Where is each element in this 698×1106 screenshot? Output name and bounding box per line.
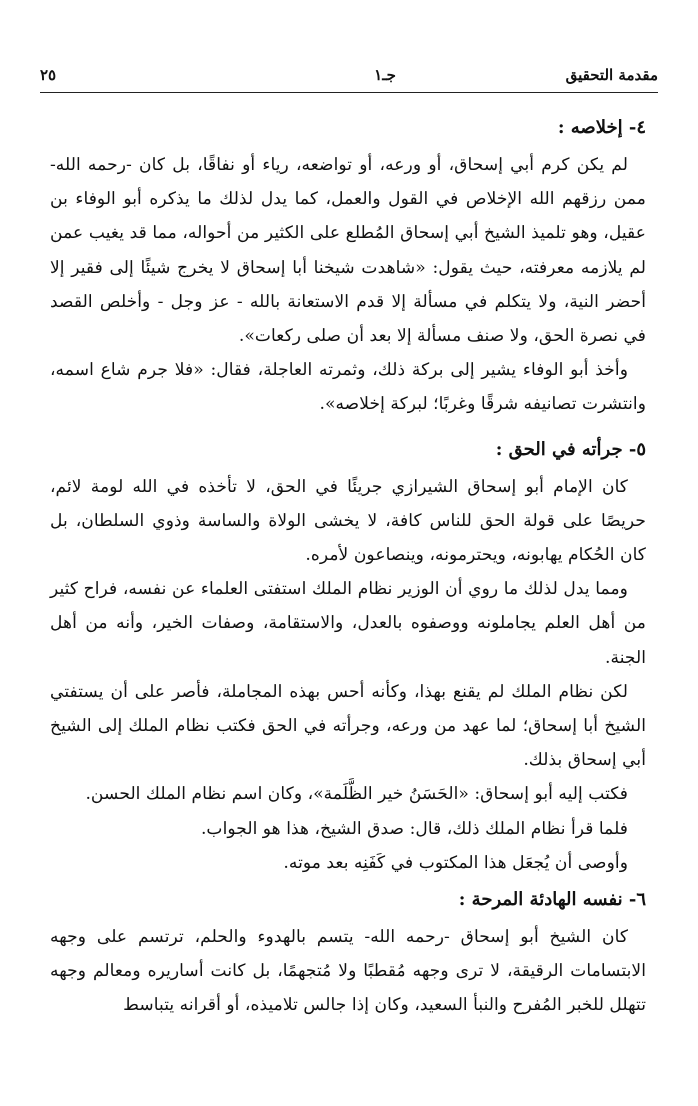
paragraph: كان الإمام أبو إسحاق الشيرازي جريئًا في الحق، لا تأخذه في الله لومة لائم، حريصًا على قولة الحق للناس كافة، لا يخشى الولاة والساسة وذوي السلطان، بل كان الحُكام يهابونه، ويحترمونه، وينصاعون لأمره. <box>50 476 646 566</box>
paragraph: ومما يدل لذلك ما روي أن الوزير نظام الملك استفتى العلماء عن نفسه، فراح كثير من أهل العلم يجاملونه ووصفوه بالعدل، والاستقامة، وصفات الخير، وأنه من أهل الجنة. <box>50 579 646 668</box>
paragraph: وأخذ أبو الوفاء يشير إلى بركة ذلك، وثمرته العاجلة، فقال: «فلا جرم شاع اسمه، وانتشرت تصانيفه شرقًا وغربًا؛ لبركة إخلاصه». <box>50 360 646 415</box>
paragraph: لكن نظام الملك لم يقنع بهذا، وكأنه أحس بهذه المجاملة، فأصر على أن يستفتي الشيخ أبا إسحاق؛ لما عهد من ورعه، وجرأته في الحق فكتب نظام الملك إلى الشيخ أبي إسحاق بذلك. <box>50 681 646 771</box>
section-courage <box>50 430 646 880</box>
paragraph: فكتب إليه أبو إسحاق: «الحَسَنُ خير الظَّلَمة»، وكان اسم نظام الملك الحسن. <box>85 784 628 805</box>
paragraph: فلما قرأ نظام الملك ذلك، قال: صدق الشيخ، هذا هو الجواب. <box>200 818 628 839</box>
page-number: ٢٥ <box>40 66 57 84</box>
volume-label: جـ١ <box>374 66 396 84</box>
section-heading: ٤- إخلاصه : <box>557 117 646 138</box>
section-calm-nature <box>50 880 646 1023</box>
paragraph: وأوصى أن يُجعَل هذا المكتوب في كَفَنِه بعد موته. <box>283 852 628 873</box>
paragraph: لم يكن كرم أبي إسحاق، أو ورعه، أو تواضعه، رياء أو نفاقًا، بل كان -رحمه الله- ممن رزقهم الله الإخلاص في القول والعمل، كما يدل لذلك ما يذكره أبو الوفاء بن عقيل، وهو تلميذ الشيخ أبي إسحاق المُطلع على الكثير من أحواله، مما قد يغيب عمن لم يلازمه معرفته، حيث يقول: «شاهدت شيخنا أبا إسحاق لا يخرج شيئًا إلى فقير إلا أحضر النية، ولا يتكلم في مسألة إلا قدم الاستعانة بالله - عز وجل - وأخلص القصد في نصرة الحق، ولا صنف مسألة إلا بعد أن صلى ركعات». <box>50 155 646 347</box>
section-heading: ٦- نفسه الهادئة المرحة : <box>458 889 646 911</box>
section-title: مقدمة التحقيق <box>565 66 658 84</box>
section-heading: ٥- جرأته في الحق : <box>495 438 646 460</box>
page-body <box>50 108 646 1023</box>
section-sincerity <box>50 108 646 422</box>
running-header <box>40 62 658 93</box>
paragraph: كان الشيخ أبو إسحاق -رحمه الله- يتسم بالهدوء والحلم، ترتسم على وجهه الابتسامات الرقيقة، لا ترى وجهه مُقطبًا ولا مُتجهمًا، بل كانت أساريره ومعالم وجهه تتهلل للخبر المُفرح والنبأ السعيد، وكان إذا جالس تلاميذه، أو أقرانه يتباسط <box>50 927 646 1016</box>
